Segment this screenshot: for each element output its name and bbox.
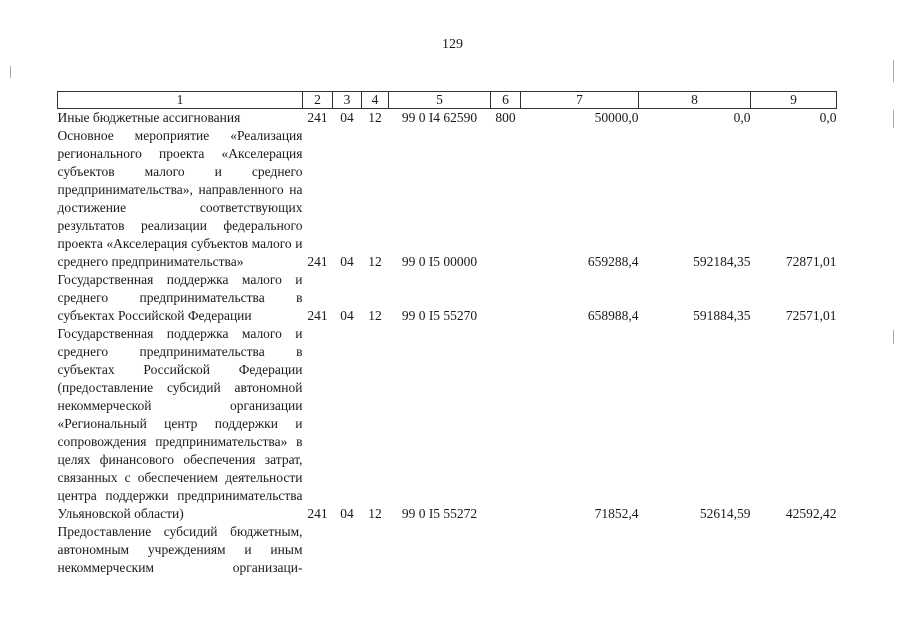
cell-amount-3: 72571,01 <box>785 308 837 323</box>
header-cell: 8 <box>639 92 751 109</box>
cell-target-article: 99 0 I5 55270 <box>401 308 478 323</box>
scan-artifact <box>893 110 894 128</box>
cell-amount-2: 52614,59 <box>699 506 751 521</box>
row-description: Государственная поддержка малого и среднего предпринимательства в субъектах Российской Федерации (предоставление субсидий автономной некоммерческой организации «Региональный центр поддержки и сопровождения предпринимательства» в целях финансового обеспечения затрат, связанных с обеспечением деятельности центра поддержки предпринимательства Ульяновской области) <box>57 326 303 521</box>
cell-amount-3: 0,0 <box>819 110 837 125</box>
table-row <box>58 325 837 523</box>
scan-artifact <box>893 60 894 82</box>
cell-amount-1 <box>521 523 639 577</box>
cell-amount-1: 50000,0 <box>594 110 639 125</box>
cell-target-article: 99 0 I4 62590 <box>401 110 478 125</box>
cell-expense-type: 800 <box>495 110 516 125</box>
table-row <box>58 271 837 325</box>
header-cell: 2 <box>303 92 333 109</box>
cell-amount-1: 659288,4 <box>587 254 639 269</box>
cell-expense-type <box>491 523 521 577</box>
cell-section <box>333 523 362 577</box>
cell-amount-3 <box>751 523 837 577</box>
row-description: Государственная поддержка малого и среднего предпринимательства в субъектах Российской Федерации <box>57 272 303 323</box>
cell-subsection: 12 <box>368 110 382 125</box>
cell-section: 04 <box>340 254 354 269</box>
cell-ministry-code: 241 <box>307 506 328 521</box>
cell-expense-type <box>491 271 521 325</box>
cell-ministry-code <box>303 523 333 577</box>
cell-section: 04 <box>340 506 354 521</box>
header-cell: 9 <box>751 92 837 109</box>
cell-amount-3: 42592,42 <box>785 506 837 521</box>
header-cell: 7 <box>521 92 639 109</box>
cell-amount-3: 72871,01 <box>785 254 837 269</box>
scan-artifact <box>893 330 894 344</box>
cell-ministry-code: 241 <box>307 254 328 269</box>
row-description: Основное мероприятие «Реализация регионального проекта «Акселерация субъектов малого и среднего предпринимательства», направленного на достижение соответствующих результатов реализации федерального проекта «Акселерация субъектов малого и среднего предпринимательства» <box>57 128 303 269</box>
cell-target-article <box>389 523 491 577</box>
cell-subsection: 12 <box>368 506 382 521</box>
cell-section: 04 <box>340 110 354 125</box>
header-cell: 6 <box>491 92 521 109</box>
scan-artifact <box>10 66 11 78</box>
table-header <box>58 92 837 109</box>
cell-ministry-code: 241 <box>307 110 328 125</box>
table-row <box>58 127 837 271</box>
budget-table <box>57 91 837 577</box>
cell-subsection: 12 <box>368 308 382 323</box>
cell-amount-2 <box>639 523 751 577</box>
cell-amount-2: 0,0 <box>733 110 751 125</box>
table-row <box>58 109 837 128</box>
page-number: 129 <box>442 37 463 52</box>
cell-expense-type <box>491 127 521 271</box>
cell-target-article: 99 0 I5 00000 <box>401 254 478 269</box>
cell-expense-type <box>491 325 521 523</box>
header-cell: 1 <box>58 92 303 109</box>
header-cell: 5 <box>389 92 491 109</box>
cell-amount-2: 592184,35 <box>693 254 751 269</box>
cell-amount-2: 591884,35 <box>693 308 751 323</box>
cell-section: 04 <box>340 308 354 323</box>
cell-subsection: 12 <box>368 254 382 269</box>
cell-ministry-code: 241 <box>307 308 328 323</box>
cell-target-article: 99 0 I5 55272 <box>401 506 478 521</box>
table-row <box>58 523 837 577</box>
header-cell: 3 <box>333 92 362 109</box>
cell-amount-1: 658988,4 <box>587 308 639 323</box>
cell-amount-1: 71852,4 <box>594 506 639 521</box>
row-description: Иные бюджетные ассигнования <box>57 110 241 125</box>
header-cell: 4 <box>362 92 389 109</box>
row-description: Предоставление субсидий бюджетным, автономным учреждениям и иным некоммерческим организаци- <box>57 524 303 575</box>
cell-subsection <box>362 523 389 577</box>
